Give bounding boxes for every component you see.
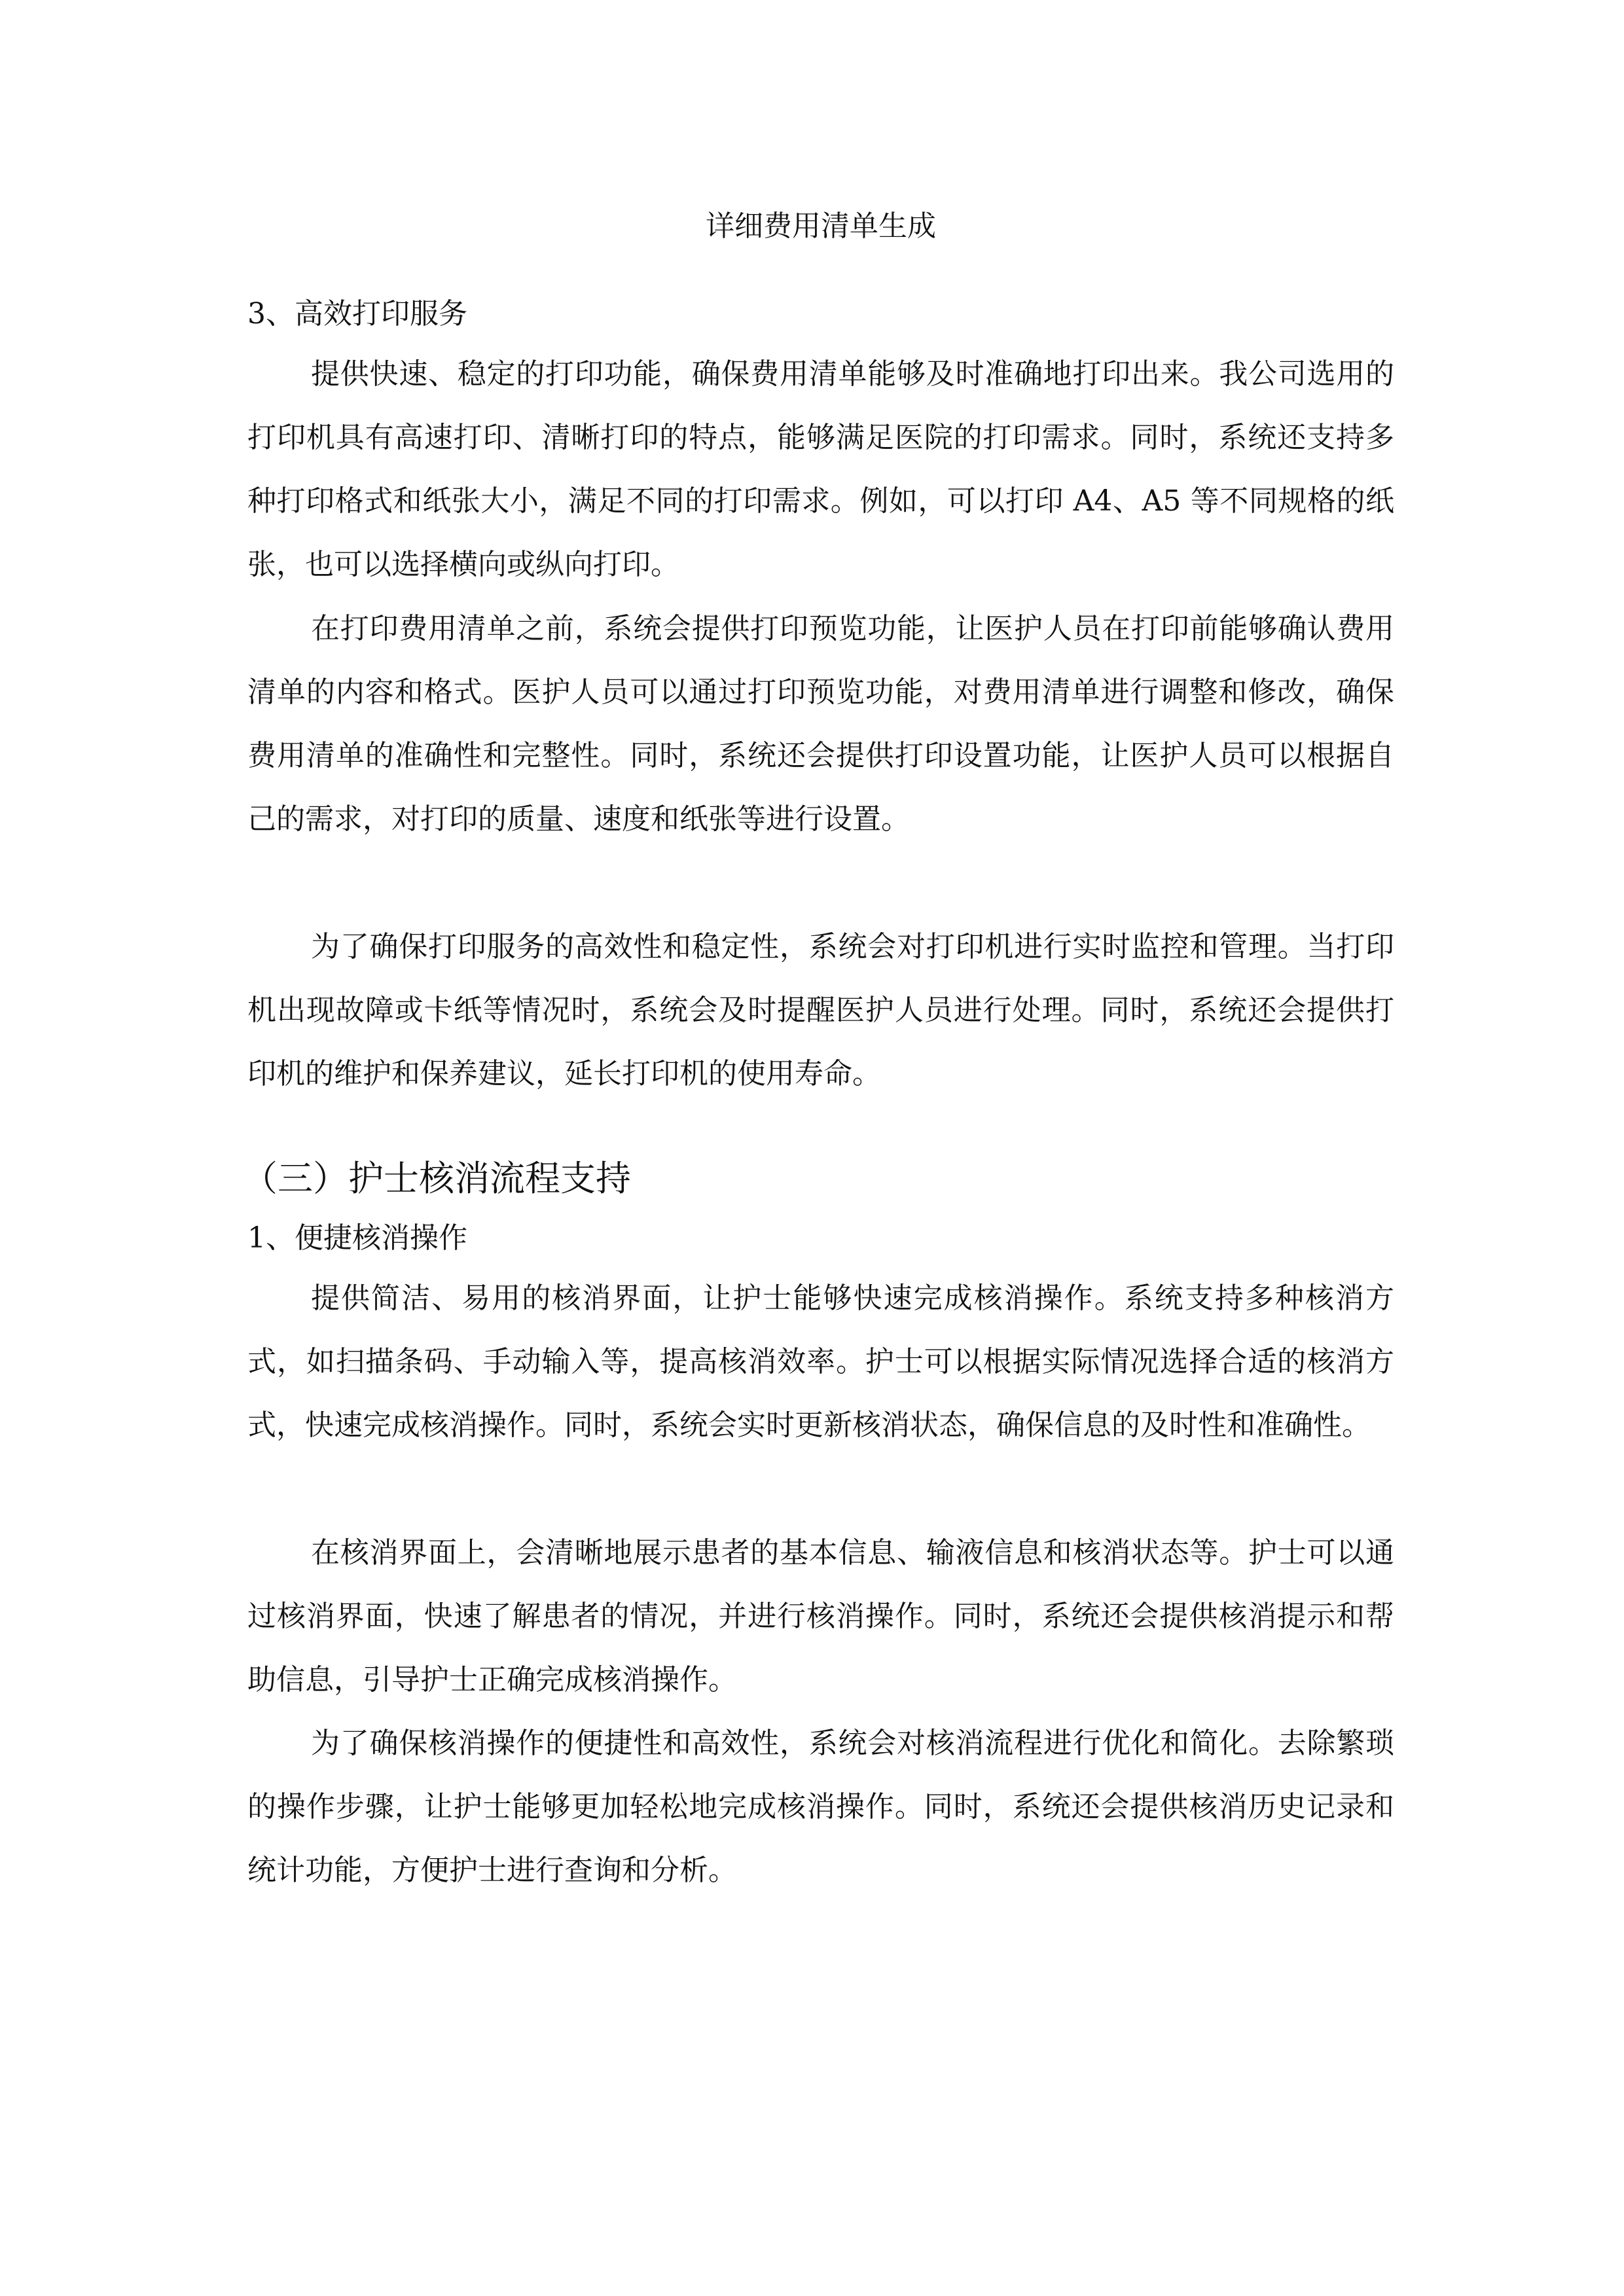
figure-caption: 详细费用清单生成 [706,209,936,243]
paragraph-verification-interface: 提供简洁、易用的核消界面，让护士能够快速完成核消操作。系统支持多种核消方式，如扫描条码、手动输入等，提高核消效率。护士可以根据实际情况选择合适的核消方式，快速完成核消操作。同时，系统会实时更新核消状态，确保信息的及时性和准确性。 [247,1282,1394,1442]
paragraph-printing-function: 提供快速、稳定的打印功能，确保费用清单能够及时准确地打印出来。我公司选用的打印机具有高速打印、清晰打印的特点，能够满足医院的打印需求。同时，系统还支持多种打印格式和纸张大小，满足不同的打印需求。例如，可以打印 A4、A5 等不同规格的纸张，也可以选择横向或纵向打印。 [247,357,1394,581]
subheading-convenient-verification: 1、便捷核消操作 [247,1221,467,1255]
paragraph-printer-monitoring: 为了确保打印服务的高效性和稳定性，系统会对打印机进行实时监控和管理。当打印机出现故障或卡纸等情况时，系统会及时提醒医护人员进行处理。同时，系统还会提供打印机的维护和保养建议，延长打印机的使用寿命。 [247,930,1394,1090]
paragraph-print-preview: 在打印费用清单之前，系统会提供打印预览功能，让医护人员在打印前能够确认费用清单的内容和格式。医护人员可以通过打印预览功能，对费用清单进行调整和修改，确保费用清单的准确性和完整性。同时，系统还会提供打印设置功能，让医护人员可以根据自己的需求，对打印的质量、速度和纸张等进行设置。 [247,612,1394,836]
paragraph-patient-info-display: 在核消界面上，会清晰地展示患者的基本信息、输液信息和核消状态等。护士可以通过核消界面，快速了解患者的情况，并进行核消操作。同时，系统还会提供核消提示和帮助信息，引导护士正确完成核消操作。 [247,1536,1394,1696]
subheading-efficient-printing: 3、高效打印服务 [247,297,467,331]
section-heading-nurse-verification: （三）护士核消流程支持 [242,1158,631,1199]
paragraph-process-optimization: 为了确保核消操作的便捷性和高效性，系统会对核消流程进行优化和简化。去除繁琐的操作步骤，让护士能够更加轻松地完成核消操作。同时，系统还会提供核消历史记录和统计功能，方便护士进行查询和分析。 [247,1727,1394,1887]
